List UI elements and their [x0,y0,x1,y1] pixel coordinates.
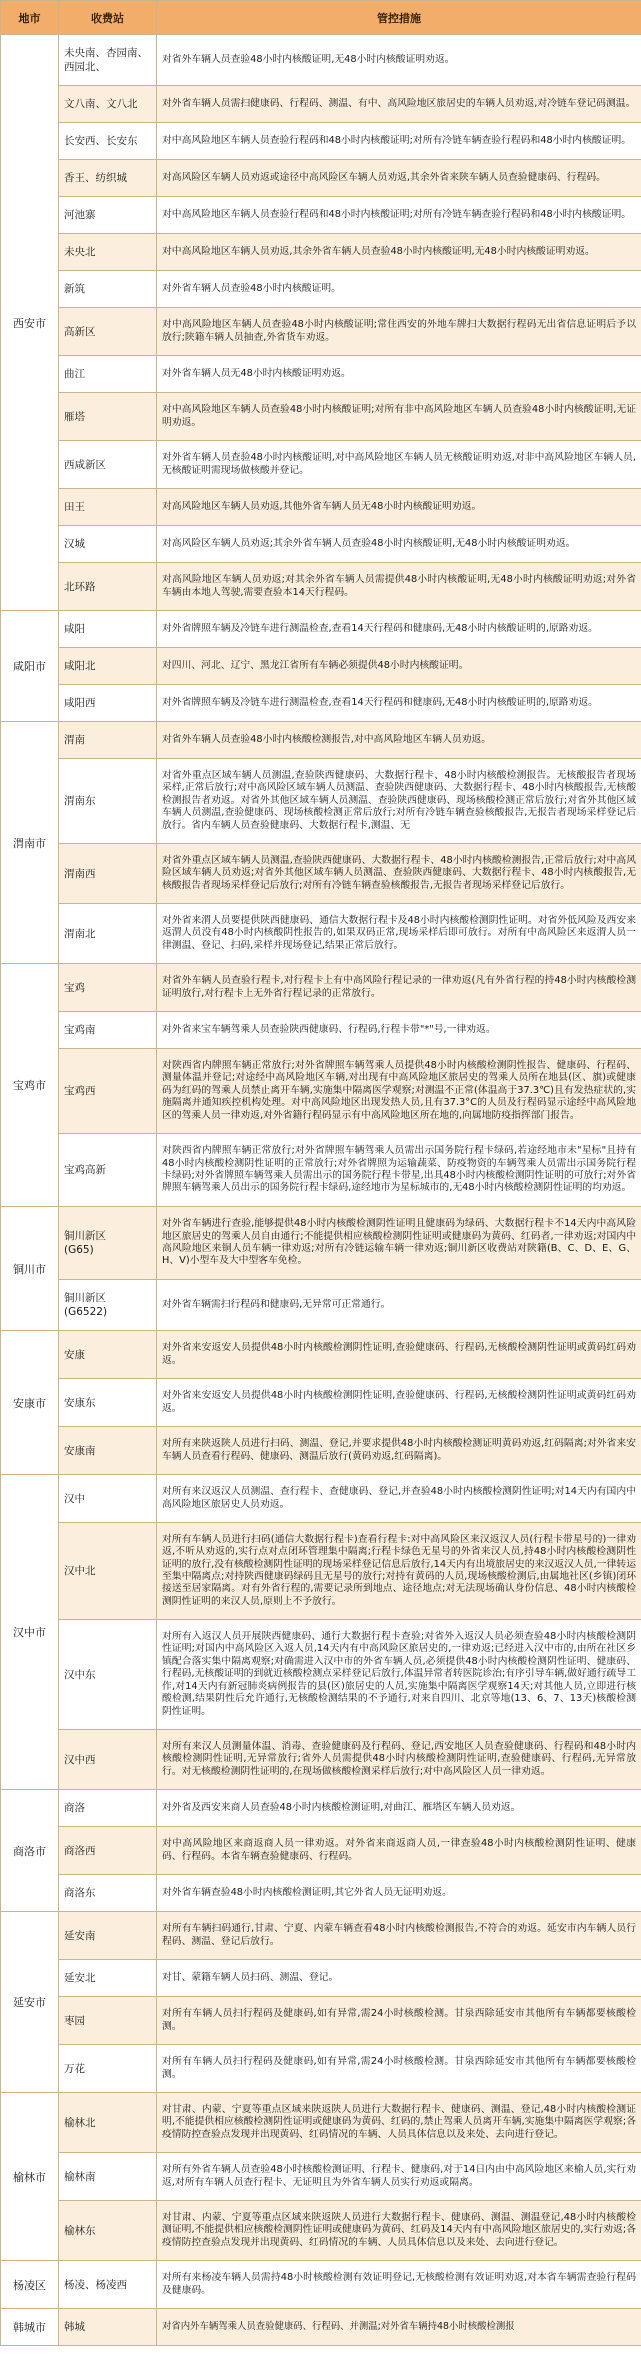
measure-cell: 对中高风险地区车辆人员查验48小时内核酸证明;常住西安的外地车牌扫大数据行程码无出省信息证明后予以放行;陕籍车辆人员抽查,外省货车劝返。 [157,308,641,356]
measure-cell: 对所有来陕返陕人员进行扫码、测温、登记,并要求提供48小时内核酸检测证明黄码劝返,红码隔离;对外省来安车辆人员查看行程码、健康码、测温后放行(黄码劝返,红码隔离)。 [157,1427,641,1475]
city-cell: 杨凌区 [1,2261,59,2309]
table-row [1,964,641,1012]
station-cell: 渭南西 [59,844,157,904]
table-row [1,1379,641,1427]
station-cell: 汉城 [59,526,157,563]
city-cell: 延安市 [1,1912,59,2093]
city-cell: 铜川市 [1,1207,59,1331]
table-row [1,86,641,123]
measure-cell: 对所有车辆人员扫行程码及健康码,如有异常,需24小时核酸检测。甘泉西除延安市其他所有车辆都要核酸检测。 [157,2045,641,2093]
station-cell: 咸阳西 [59,685,157,722]
header-station: 收费站 [59,1,157,35]
table-row [1,35,641,86]
table-row [1,1790,641,1827]
station-cell: 西咸新区 [59,441,157,489]
station-cell: 榆林南 [59,2153,157,2201]
table-row [1,563,641,611]
measure-cell: 对中高风险地区车辆人员查验行程码和48小时内核酸证明;对所有冷链车辆查验行程码和48小时内核酸证明。 [157,123,641,160]
station-cell: 汉中西 [59,1730,157,1790]
station-cell: 铜川新区 (G6522) [59,1280,157,1331]
measure-cell: 对中高风险地区车辆人员查验行程码和48小时内核酸证明;对所有冷链车辆查验行程码和48小时内核酸证明。 [157,197,641,234]
table-row [1,685,641,722]
table-row [1,1012,641,1049]
measure-cell: 对外省来宝车辆驾乘人员查验陕西健康码、行程码,行程卡带"*"号,一律劝返。 [157,1012,641,1049]
measure-cell: 对省外车辆人员查验行程卡,对行程卡上有中高风险行程记录的一律劝返(凡有外省行程的持48小时内核酸检测证明放行,对行程卡上无外省行程记录的正常放行。 [157,964,641,1012]
station-cell: 文八南、文八北 [59,86,157,123]
table-body [1,35,641,2346]
city-cell: 安康市 [1,1331,59,1475]
table-row [1,123,641,160]
city-cell: 宝鸡市 [1,964,59,1207]
measure-cell: 对所有车辆人员进行扫码(通信大数据行程卡)查看行程卡:对中高风险区来汉返汉人员(行程卡带星号的)一律劝返,不听从劝返的,实行点对点闭环管理集中隔离;行程卡绿色无星号的外省来汉人员,持48小时内核酸检测阴性证明的放行,没有核酸检测阴性证明的现场采样登记信息后放行,14天内有出境旅居史的来汉返汉人员,一律转运至集中隔离点;对持陕西健康码绿码且无星号的放行;对持有黄码的人员,现场核酸检测后,由属地社区(乡镇)闭环接送至居家隔离。对有外省行程的,需要记录所到地点、途径地点;对无法现场确认身份信息、48小时内核酸检测阴性证明的来汉人员,原则上不予放行。 [157,1523,641,1620]
measure-cell: 对所有外省车辆人员查验48小时核酸检测证明、行程卡、健康码,对于14日内由中高风险地区来榆人员,实行劝返,对所有车辆人员查行程卡、无证明且为外省车辆人员实行劝返或隔离。 [157,2153,641,2201]
station-cell: 宝鸡西 [59,1049,157,1134]
station-cell: 汉中东 [59,1620,157,1730]
measure-cell: 对所有车辆扫码通行,甘肃、宁夏、内蒙车辆查看48小时内核酸检测报告,不符合的劝返。延安市内车辆人员行程码、测温、登记后放行。 [157,1912,641,1960]
city-cell: 榆林市 [1,2093,59,2261]
table-row [1,197,641,234]
header-measure: 管控措施 [157,1,641,35]
table-row [1,489,641,526]
station-cell: 渭南东 [59,759,157,844]
station-cell: 安康南 [59,1427,157,1475]
station-cell: 商洛东 [59,1875,157,1912]
station-cell: 宝鸡南 [59,1012,157,1049]
station-cell: 咸阳 [59,611,157,648]
measure-cell: 对高风险地区车辆人员劝返,其他外省车辆人员无48小时内核酸证明劝返。 [157,489,641,526]
table-row [1,722,641,759]
measure-cell: 对外省车辆人员无48小时内核酸证明劝返。 [157,356,641,393]
measure-cell: 对外省牌照车辆及冷链车进行测温检查,查看14天行程码和健康码,无48小时内核酸证明的,原路劝返。 [157,611,641,648]
station-cell: 香王、纺织城 [59,160,157,197]
table-row [1,1280,641,1331]
table-row [1,904,641,964]
table-row [1,356,641,393]
measure-cell: 对外省车辆人员查验48小时内核酸证明。 [157,271,641,308]
measure-cell: 对陕西省内牌照车辆正常放行;对外省牌照车辆驾乘人员需出示国务院行程卡绿码,若途经地市未"星标"且持有48小时内核酸检测阴性证明的正常放行;对外省牌照为运输蔬菜、防疫物资的车辆驾乘人员需出示国务院行程卡绿码;对外省牌照车辆驾乘人员需出示的国务院行程卡带星,出具48小时内核酸检测阴性证明的可放行;对外省牌照车辆驾乘人员出示的国务院行程卡绿码,途经地市为星标城市的,无48小时内核酸检测阴性证明的均劝返。 [157,1134,641,1207]
station-cell: 宝鸡 [59,964,157,1012]
table-row [1,1997,641,2045]
table-row [1,1134,641,1207]
station-cell: 延安南 [59,1912,157,1960]
city-cell: 西安市 [1,35,59,611]
measure-cell: 对高风险地区车辆人员劝返;对其余外省车辆人员需提供48小时内核酸证明,无48小时内核酸证明劝返;对外省车辆由本地人驾驶,需要查验本14天行程码。 [157,563,641,611]
city-cell: 韩城市 [1,2309,59,2346]
table-row [1,1523,641,1620]
table-row [1,2093,641,2153]
measure-cell: 对省外车辆人员查验48小时内核酸检测报告,对中高风险地区车辆人员劝返。 [157,722,641,759]
station-cell: 宝鸡高新 [59,1134,157,1207]
station-cell: 新筑 [59,271,157,308]
table-row [1,2153,641,2201]
table-row [1,1827,641,1875]
station-cell: 安康东 [59,1379,157,1427]
table-row [1,611,641,648]
station-cell: 高新区 [59,308,157,356]
measure-cell: 对省外重点区域车辆人员测温,查验陕西健康码、大数据行程卡、48小时内核酸检测报告,正常后放行;对中高风险区域车辆人员劝返;对省外其他区域车辆人员测温、查验陕西健康码、大数据行程卡、48小时内核酸报告,无核酸报告者现场采样登记后放行;对所有冷链车辆查验核酸报告,无报告者现场采样登记后放行。 [157,844,641,904]
table-row [1,1912,641,1960]
station-cell: 杨凌、杨凌西 [59,2261,157,2309]
measure-cell: 对外省及西安来商人员查验48小时内核酸检测证明,对曲江、雁塔区车辆人员劝返。 [157,1790,641,1827]
station-cell: 河池寨 [59,197,157,234]
measure-cell: 对外省车辆人员需扫健康码、行程码、测温、有中、高风险地区旅居史的车辆人员劝返,对冷链车登记码测温。 [157,86,641,123]
measure-cell: 对外省车辆进行查验,能够提供48小时内核酸检测阴性证明且健康码为绿码、大数据行程卡不14天内中高风险地区旅居史的驾乘人员自由通行;不能提供相应核酸检测阴性证明或健康码为黄码、红码者,一律劝返;对国内中高风险地区来铜人员车辆一律劝返;对所有冷链运输车辆一律劝返;铜川新区收费站对陕籍(B、C、D、E、G、H、V)小型车及大中型客车免检。 [157,1207,641,1280]
table-row [1,271,641,308]
measure-cell: 对甘肃、内蒙、宁夏等重点区域来陕返陕人员进行大数据行程卡、健康码、测温、登记,48小时内核酸检测证明,不能提供相应核酸检测阴性证明或健康码为黄码、红码的,禁止驾乘人员离开车辆,实施集中隔离医学观察;各疫情防控查验点发现并出现黄码、红码情况的车辆、人员具体信息以及来处、去向进行登记。 [157,2093,641,2153]
measure-cell: 对四川、河北、辽宁、黑龙江省所有车辆必须提供48小时内核酸证明。 [157,648,641,685]
measure-cell: 对省外重点区域车辆人员测温,查验陕西健康码、大数据行程卡、48小时内核酸检测报告。无核酸报告者现场采样,正常后放行;对中高风险区域车辆人员测温、查验陕西健康码、大数据行程卡、48小时内核酸报告,无核酸检测报告者劝返。对省外其他区域车辆人员测温、查验陕西健康码、现场核酸检测正常后放行;对省外其他区域车辆人员测温,查验健康码、现场核酸检测正常后放行;对所有冷链车辆查验核酸报告,无报告者现场采样登记后放行。省内车辆人员查验健康码、大数据行程卡,测温、无 [157,759,641,844]
table-row [1,1049,641,1134]
measure-cell: 对陕西省内牌照车辆正常放行;对外省牌照车辆驾乘人员提供48小时内核酸检测阴性报告、健康码、行程码、测量体温并登记;对途经中高风险地区车辆,对出现有中高风险地区旅居史的驾乘人员所在地县(区、旗)或健康码为红码的驾乘人员禁止离开车辆,实施集中隔离医学观察;对测温不正常(体温高于37.3℃)且有发热症状的,实施隔离并通知疾控机构处理。对中高风险地区出现发热人员,且有37.3°C的人员及行程码显示途经中高风险地区的驾乘人员一律劝返,对外省籍行程码显示有中高风险地区所在地的,向属地防疫指挥部门报告。 [157,1049,641,1134]
table-row [1,1960,641,1997]
station-cell: 枣园 [59,1997,157,2045]
table-row [1,160,641,197]
city-cell: 咸阳市 [1,611,59,722]
measure-cell: 对所有入返汉人员开展陕西健康码、通行大数据行程卡查验;对省外入返汉人员必须查验48小时内核酸检测阴性证明;对国内中高风险区入返人员,14天内有中高风险区旅居史的,一律劝返;已经进入汉中市的,由所在社区乡镇配合落实集中隔离观察;对确需进入汉中市的外省车辆人员,必须提供48小时内核酸检测阴性证明、健康码、行程码,无核酸证明的到就近核酸检测点采样登记后放行,体温异常者转医院诊治;有序引导车辆,做好通行疏导工作,对14天内有新冠肺炎病例报告的县(区)旅居史的人员,实施集中隔离医学观察14天;对其他人员,立即进行核酸检测,结果阴性后允许通行,无核酸检测结果的不予通行,对来自四川、北京等地(13、6、7、13天)核酸检测阴性证明。 [157,1620,641,1730]
measure-cell: 对外省来渭人员要提供陕西健康码、通信大数据行程卡及48小时内核酸检测阴性证明。对省外低风险及西安来返渭人员没有48小时内核酸阴性报告的,如果双码正常,现场采样后即可放行。对所有中高风险区来返渭人员一律测温、登记、扫码,采样并现场登记,结果正常后放行。 [157,904,641,964]
station-cell: 商洛 [59,1790,157,1827]
station-cell: 安康 [59,1331,157,1379]
measure-cell: 对高风险区车辆人员劝返或途径中高风险区车辆人员劝返,其余外省来陕车辆人员查验健康码、行程码。 [157,160,641,197]
table-row [1,308,641,356]
station-cell: 雁塔 [59,393,157,441]
measure-cell: 对外省来安返安人员提供48小时内核酸检测阴性证明,查验健康码、行程码,无核酸检测阴性证明或黄码红码劝返。 [157,1331,641,1379]
station-cell: 榆林东 [59,2201,157,2261]
table-row [1,1875,641,1912]
measure-cell: 对外省车辆人员查验48小时内核酸证明,对中高风险地区车辆人员无核酸证明劝返,对非中高风险地区车辆人员,无核酸证明需现场做核酸并登记。 [157,441,641,489]
measure-cell: 对中高风险地区车辆人员劝返,其余外省车辆人员查验48小时内核酸证明,无48小时内核酸证明劝返。 [157,234,641,271]
measure-cell: 对外省车辆需扫行程码和健康码,无异常可正常通行。 [157,1280,641,1331]
table-row [1,526,641,563]
measure-cell: 对甘肃、内蒙、宁夏等重点区域来陕返陕人员进行大数据行程卡、健康码、测温、测温登记,48小时内核酸检测证明,不能提供相应核酸检测阴性证明或健康码为黄码、红码及14天内有中高风险地区旅居史的,实行劝返;各疫情防控查验点发现并出现黄码、红码情况的车辆、人员具体信息以及来处、去向进行登记。 [157,2201,641,2261]
table-row [1,1475,641,1523]
header-city: 地市 [1,1,59,35]
station-cell: 未央南、杏园南、西园北、 [59,35,157,86]
measure-cell: 对省外车辆人员查验48小时内核酸证明,无48小时内核酸证明劝返。 [157,35,641,86]
measure-cell: 对高风险区车辆人员劝返;其余外省车辆人员查验48小时内核酸证明,无48小时内核酸证明劝返。 [157,526,641,563]
table-row [1,648,641,685]
table-row [1,1427,641,1475]
measure-cell: 对所有车辆人员扫行程码及健康码,如有异常,需24小时核酸检测。甘泉西除延安市其他所有车辆都要核酸检测。 [157,1997,641,2045]
measure-cell: 对中高风险地区来商返商人员一律劝返。对外省来商返商人员,一律查验48小时内核酸检测阴性证明、健康码、行程码。本省车辆查验健康码、行程码。 [157,1827,641,1875]
measure-cell: 对外省来安返安人员提供48小时内核酸检测阴性证明,查验健康码、行程码,无核酸检测阴性证明或黄码红码劝返。 [157,1379,641,1427]
station-cell: 田王 [59,489,157,526]
city-cell: 汉中市 [1,1475,59,1790]
table-row [1,1620,641,1730]
station-cell: 商洛西 [59,1827,157,1875]
table-row [1,2045,641,2093]
station-cell: 榆林北 [59,2093,157,2153]
measure-cell: 对甘、蒙籍车辆人员扫码、测温、登记。 [157,1960,641,1997]
station-cell: 长安西、长安东 [59,123,157,160]
city-cell: 渭南市 [1,722,59,964]
measure-cell: 对中高风险地区车辆人员查验48小时内核酸证明;对所有非中高风险地区车辆人员查验48小时内核酸证明,无证明劝返。 [157,393,641,441]
station-cell: 曲江 [59,356,157,393]
measure-cell: 对所有来汉返汉人员测温、查行程卡、查健康码、登记,并查验48小时内核酸检测阴性证明;对14天内有国内中高风险地区旅居史人员劝返。 [157,1475,641,1523]
table-row [1,759,641,844]
station-cell: 北环路 [59,563,157,611]
table-row [1,2309,641,2346]
city-cell: 商洛市 [1,1790,59,1912]
station-cell: 渭南北 [59,904,157,964]
station-cell: 汉中北 [59,1523,157,1620]
table-row [1,1730,641,1790]
table-header-row [1,1,641,35]
station-cell: 韩城 [59,2309,157,2346]
table-row [1,2261,641,2309]
table-row [1,441,641,489]
measure-cell: 对省内外车辆驾乘人员查验健康码、行程码、并测温;对外省车辆持48小时核酸检测报 [157,2309,641,2346]
table-row [1,1331,641,1379]
station-cell: 渭南 [59,722,157,759]
measure-cell: 对外省车辆查验48小时内核酸检测证明,其它外省人员无证明劝返。 [157,1875,641,1912]
station-cell: 咸阳北 [59,648,157,685]
station-cell: 延安北 [59,1960,157,1997]
table-row [1,393,641,441]
station-cell: 万花 [59,2045,157,2093]
table-row [1,1207,641,1280]
measure-cell: 对所有来汉人员测量体温、消毒、查验健康码及行程码、登记,西安地区人员查验健康码、行程码和48小时内核酸检测阴性证明,无异常放行;省外人员需提供48小时内核酸检测阴性证明,查验健康码、行程码,无异常放行。对无核酸检测阴性证明的,在现场做核酸检测采样后放行;对中高风险区人员一律劝返。 [157,1730,641,1790]
table-row [1,234,641,271]
table-row [1,844,641,904]
measure-cell: 对外省牌照车辆及冷链车进行测温检查,查看14天行程码和健康码,无48小时内核酸证明的,原路劝返。 [157,685,641,722]
table-row [1,2201,641,2261]
station-cell: 未央北 [59,234,157,271]
station-cell: 铜川新区 (G65) [59,1207,157,1280]
station-cell: 汉中 [59,1475,157,1523]
measure-cell: 对所有来杨凌车辆人员需持48小时核酸检测有效证明登记,无核酸检测有效证明劝返,对本省车辆需查验行程码及健康码。 [157,2261,641,2309]
